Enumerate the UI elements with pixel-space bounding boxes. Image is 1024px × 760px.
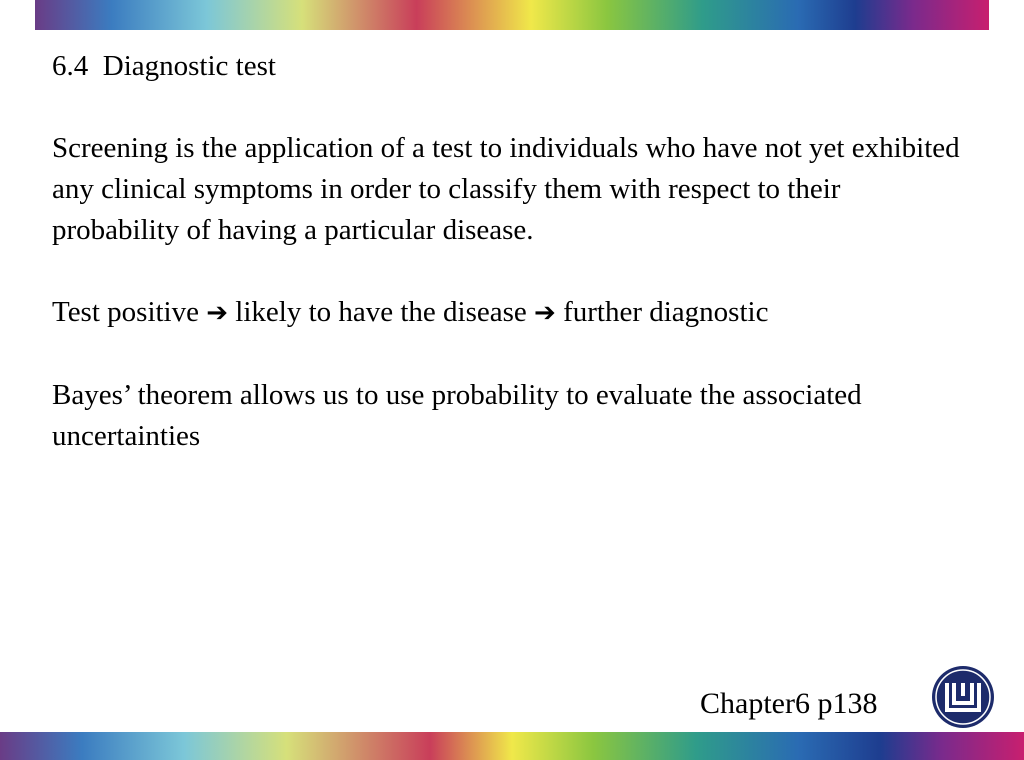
university-logo-icon [930,664,996,730]
flow-text-3: further diagnostic [555,296,769,328]
test-flow [52,292,972,334]
right-arrow-icon: ➔ [206,298,229,328]
chapter-page-label: Chapter6 p138 [700,687,878,720]
flow-text-2: likely to have the disease [228,296,535,328]
slide-title: 6.4 Diagnostic test [52,50,276,82]
screening-definition: Screening is the application of a test to individuals who have not yet exhibited any clinical symptoms in order to classify them with respect to their probability of having a particular disease. [52,132,960,246]
bayes-statement: Bayes’ theorem allows us to use probability to evaluate the associated uncertainties [52,379,862,452]
flow-text-1: Test positive [52,296,207,328]
right-arrow-icon: ➔ [534,298,556,328]
top-color-band [35,0,989,30]
slide-content [52,46,972,498]
bottom-color-band [0,732,1024,760]
